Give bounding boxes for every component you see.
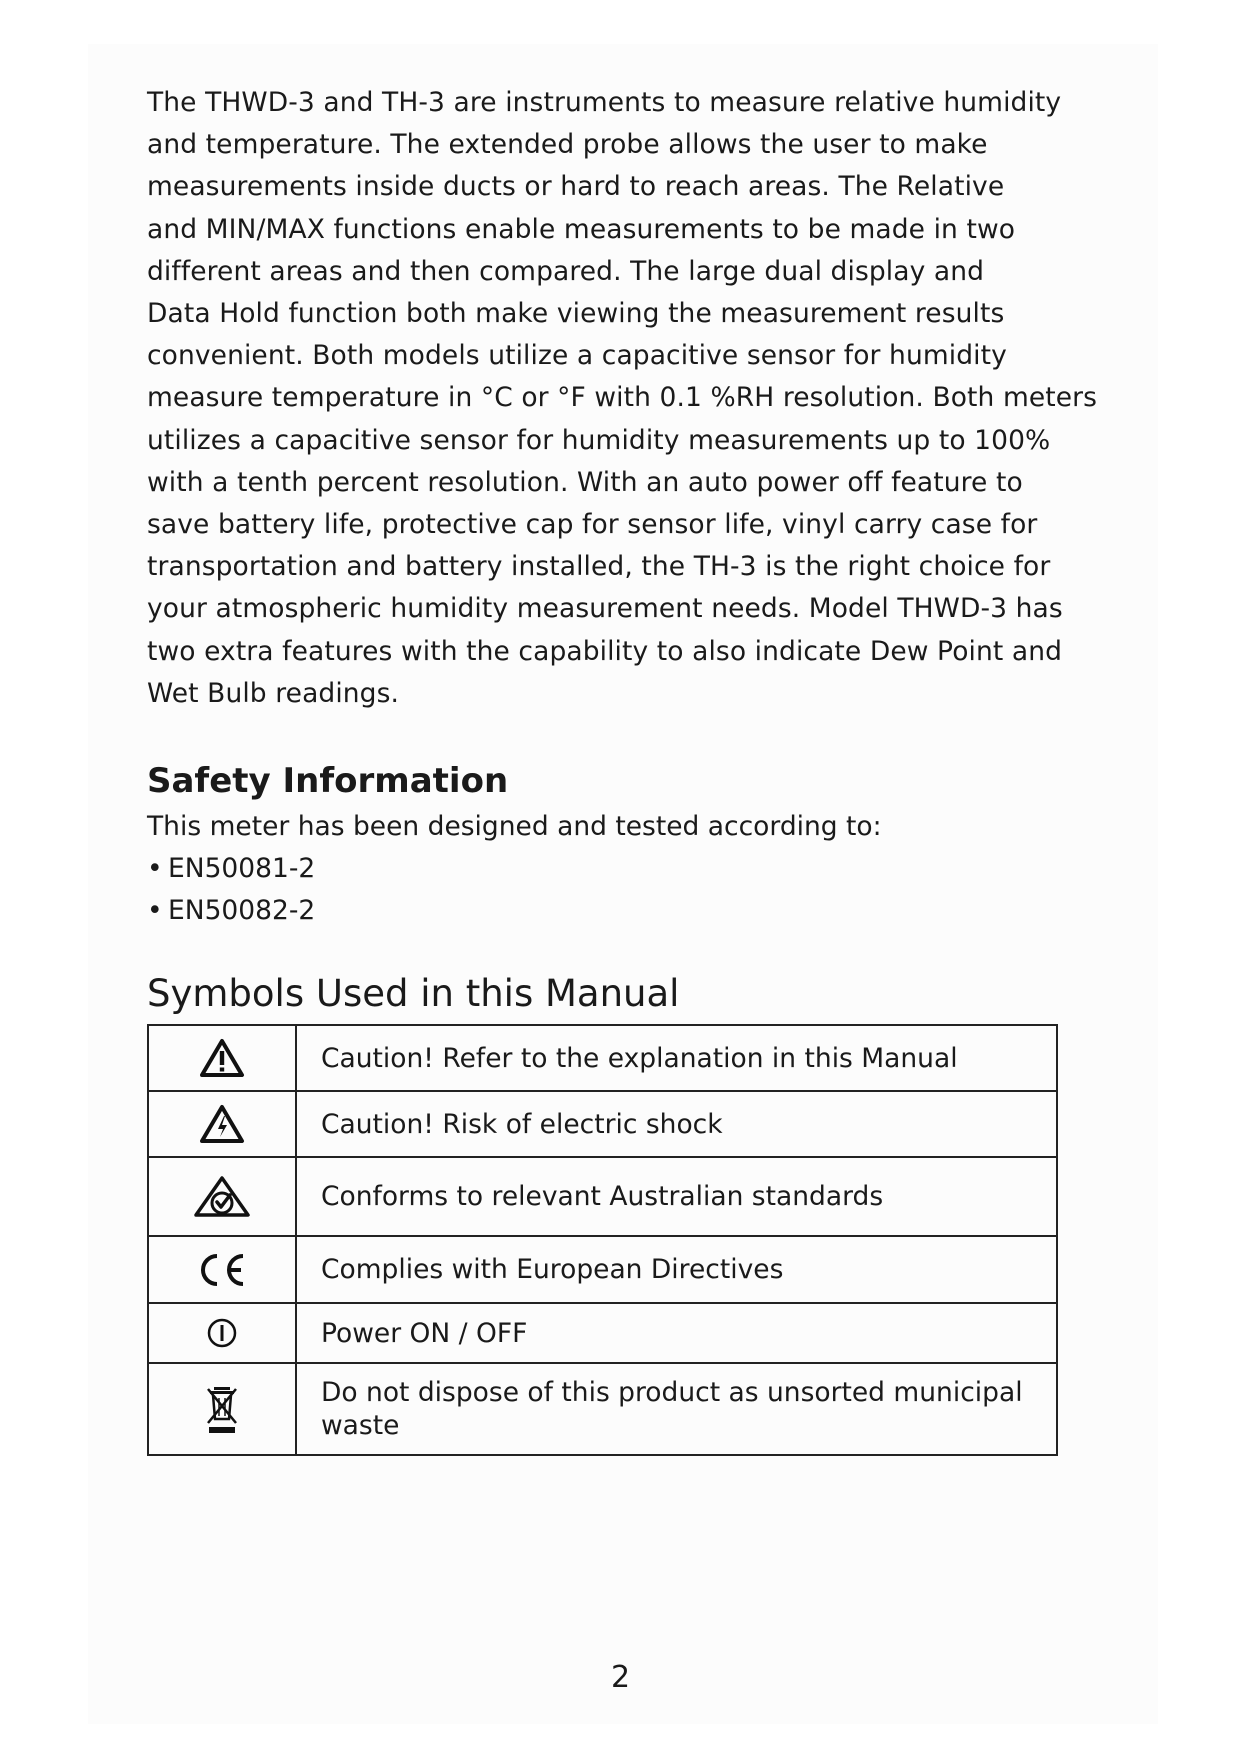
intro-line: with a tenth percent resolution. With an auto power off feature to: [147, 466, 1023, 498]
intro-line: save battery life, protective cap for sensor life, vinyl carry case for: [147, 509, 1038, 541]
safety-heading: Safety Information: [147, 761, 509, 801]
weee-crossed-bin-icon: [205, 1383, 239, 1435]
electric-shock-icon: [199, 1104, 245, 1144]
intro-line: convenient. Both models utilize a capacitive sensor for humidity: [147, 340, 1007, 372]
symbol-cell: [148, 1363, 296, 1455]
symbol-row: [148, 1025, 1057, 1091]
intro-line: measure temperature in °C or °F with 0.1 %RH resolution. Both meters: [147, 382, 1098, 414]
symbol-description: Caution! Risk of electric shock: [296, 1091, 1057, 1157]
intro-line: two extra features with the capability to also indicate Dew Point and: [147, 635, 1063, 667]
symbol-description: Caution! Refer to the explanation in this Manual: [296, 1025, 1057, 1091]
symbol-description: Complies with European Directives: [296, 1236, 1057, 1303]
intro-line: Data Hold function both make viewing the measurement results: [147, 298, 1005, 330]
symbols-heading: Symbols Used in this Manual: [147, 972, 680, 1015]
intro-line: utilizes a capacitive sensor for humidity measurements up to 100%: [147, 424, 1051, 456]
symbol-row: [148, 1091, 1057, 1157]
intro-line: measurements inside ducts or hard to reach areas. The Relative: [147, 171, 1005, 203]
symbol-description: Power ON / OFF: [296, 1303, 1057, 1363]
symbol-row: [148, 1236, 1057, 1303]
standards-list: [147, 848, 315, 932]
symbol-cell: [148, 1303, 296, 1363]
symbol-row: [148, 1363, 1057, 1455]
rcm-australian-standards-icon: [192, 1175, 252, 1219]
intro-line: Wet Bulb readings.: [147, 677, 400, 709]
symbols-table: [147, 1024, 1058, 1456]
symbol-description: Do not dispose of this product as unsorted municipal waste: [296, 1363, 1057, 1455]
ce-mark-icon: [197, 1251, 247, 1289]
safety-intro-text: This meter has been designed and tested according to:: [147, 811, 882, 842]
symbol-description: Conforms to relevant Australian standards: [296, 1157, 1057, 1236]
intro-line: and temperature. The extended probe allows the user to make: [147, 129, 988, 161]
symbol-row: [148, 1157, 1057, 1236]
page-number: 2: [610, 1660, 631, 1695]
intro-line: The THWD-3 and TH-3 are instruments to measure relative humidity: [147, 87, 1062, 118]
symbol-cell: [148, 1236, 296, 1303]
intro-paragraph: [147, 82, 1097, 715]
standard-item: • EN50081-2: [147, 848, 315, 890]
caution-triangle-icon: [199, 1038, 245, 1078]
power-icon: [206, 1317, 238, 1349]
symbol-cell: [148, 1025, 296, 1091]
symbol-cell: [148, 1091, 296, 1157]
intro-line: transportation and battery installed, the TH-3 is the right choice for: [147, 551, 1051, 583]
symbol-cell: [148, 1157, 296, 1236]
intro-line: and MIN/MAX functions enable measurements to be made in two: [147, 213, 1016, 245]
symbol-row: [148, 1303, 1057, 1363]
intro-line: different areas and then compared. The large dual display and: [147, 255, 985, 287]
intro-line: your atmospheric humidity measurement needs. Model THWD-3 has: [147, 593, 1063, 625]
standard-item: • EN50082-2: [147, 890, 315, 932]
